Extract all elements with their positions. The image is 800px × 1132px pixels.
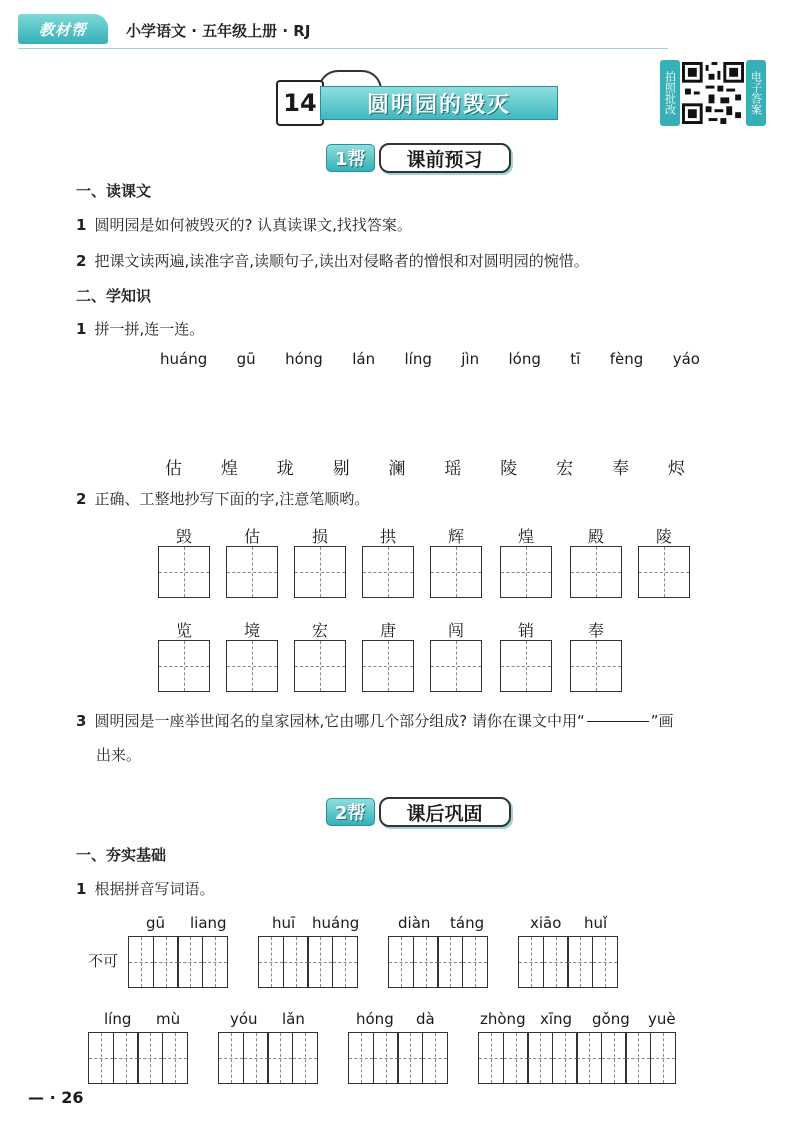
copy-char: 销 xyxy=(517,621,534,640)
word-grid[interactable] xyxy=(258,936,358,988)
pinyin-item[interactable]: gū xyxy=(236,350,256,368)
copy-char: 估 xyxy=(243,527,260,546)
word-pinyin: xīng xyxy=(540,1010,573,1028)
hanzi-item[interactable]: 煌 xyxy=(220,459,238,479)
pinyin-item[interactable]: fèng xyxy=(609,350,644,368)
lesson-number: 14 xyxy=(276,80,324,126)
hanzi-item[interactable]: 剔 xyxy=(332,459,350,479)
writing-cell-half[interactable] xyxy=(625,1032,651,1084)
writing-cell[interactable] xyxy=(226,640,278,692)
question-number: 1 xyxy=(76,880,87,898)
copy-char: 宏 xyxy=(311,621,328,640)
section-badge-label: 课前预习 xyxy=(379,143,511,173)
answer-blank[interactable] xyxy=(587,721,649,722)
word-pinyin: huáng xyxy=(312,914,360,932)
word-pinyin: dà xyxy=(416,1010,435,1028)
pinyin-item[interactable]: yáo xyxy=(672,350,700,368)
writing-cell[interactable] xyxy=(430,546,482,598)
writing-cell-half[interactable] xyxy=(437,936,463,988)
question-5-continued: 出来。 xyxy=(96,746,142,764)
writing-cell-half[interactable] xyxy=(576,1032,602,1084)
writing-cell-half[interactable] xyxy=(218,1032,244,1084)
writing-cell-half[interactable] xyxy=(503,1032,529,1084)
word-grid[interactable] xyxy=(128,936,228,988)
writing-cell[interactable] xyxy=(500,546,552,598)
copy-char: 辉 xyxy=(447,527,464,546)
writing-cell-half[interactable] xyxy=(113,1032,139,1084)
writing-cell-half[interactable] xyxy=(567,936,593,988)
writing-cell-half[interactable] xyxy=(592,936,618,988)
writing-cell-half[interactable] xyxy=(348,1032,374,1084)
writing-cell-half[interactable] xyxy=(527,1032,553,1084)
writing-cell[interactable] xyxy=(430,640,482,692)
writing-cell-half[interactable] xyxy=(267,1032,293,1084)
writing-cell-half[interactable] xyxy=(413,936,439,988)
question-text: 正确、工整地抄写下面的字,注意笔顺哟。 xyxy=(94,490,370,508)
word-grid[interactable] xyxy=(348,1032,448,1084)
copy-char: 唐 xyxy=(379,621,396,640)
page-number: — · 26 xyxy=(28,1088,84,1107)
copy-char: 拱 xyxy=(379,527,396,546)
word-pinyin: yuè xyxy=(648,1010,676,1028)
question-number: 2 xyxy=(76,252,87,270)
word-pinyin: gū xyxy=(146,914,166,932)
copy-char: 陵 xyxy=(655,527,672,546)
writing-cell[interactable] xyxy=(294,546,346,598)
writing-cell[interactable] xyxy=(226,546,278,598)
question-number: 1 xyxy=(76,320,87,338)
question-text: 拼一拼,连一连。 xyxy=(94,320,205,338)
section-heading: 一、读课文 xyxy=(76,182,152,200)
qr-code-icon[interactable] xyxy=(682,62,744,124)
copy-char: 闯 xyxy=(447,621,464,640)
writing-cell[interactable] xyxy=(570,546,622,598)
question-number: 3 xyxy=(76,712,87,730)
word-pinyin: huī xyxy=(272,914,296,932)
writing-cell-half[interactable] xyxy=(283,936,309,988)
writing-cell-half[interactable] xyxy=(153,936,179,988)
word-pinyin: hóng xyxy=(356,1010,394,1028)
writing-cell-half[interactable] xyxy=(128,936,154,988)
question-number: 2 xyxy=(76,490,87,508)
question-3 xyxy=(76,318,204,339)
word-pinyin: diàn xyxy=(398,914,431,932)
writing-cell-half[interactable] xyxy=(258,936,284,988)
qr-block[interactable] xyxy=(660,60,763,126)
word-prefix: 不可 xyxy=(88,952,119,970)
question-6 xyxy=(76,878,214,899)
question-4 xyxy=(76,488,369,509)
writing-cell-half[interactable] xyxy=(177,936,203,988)
word-grid[interactable] xyxy=(88,1032,188,1084)
writing-cell-half[interactable] xyxy=(307,936,333,988)
section-heading: 一、夯实基础 xyxy=(76,846,167,864)
question-1 xyxy=(76,214,412,235)
word-pinyin: liang xyxy=(190,914,227,932)
section-badge-label: 课后巩固 xyxy=(379,797,511,827)
pinyin-item[interactable]: líng xyxy=(404,350,432,368)
word-pinyin: huǐ xyxy=(584,914,608,932)
pinyin-item[interactable]: tī xyxy=(570,350,581,368)
qr-right-label: 电子答案 xyxy=(746,60,766,126)
word-pinyin: zhòng xyxy=(480,1010,526,1028)
writing-cell-half[interactable] xyxy=(422,1032,448,1084)
pinyin-row xyxy=(160,350,700,374)
writing-cell-half[interactable] xyxy=(373,1032,399,1084)
writing-cell[interactable] xyxy=(570,640,622,692)
writing-cell[interactable] xyxy=(158,546,210,598)
question-number: 1 xyxy=(76,216,87,234)
word-pinyin: gǒng xyxy=(592,1010,630,1028)
section-badge-2 xyxy=(326,796,511,828)
writing-cell-half[interactable] xyxy=(462,936,488,988)
hanzi-item[interactable]: 宏 xyxy=(556,459,574,479)
hanzi-item[interactable]: 陵 xyxy=(500,459,518,479)
word-pinyin: xiāo xyxy=(530,914,562,932)
word-pinyin: lǎn xyxy=(282,1010,305,1028)
pinyin-item[interactable]: hóng xyxy=(285,350,323,368)
header-divider xyxy=(18,48,668,49)
pinyin-item[interactable]: jìn xyxy=(461,350,480,368)
word-grid[interactable] xyxy=(478,1032,676,1084)
copy-char: 损 xyxy=(311,527,328,546)
writing-cell[interactable] xyxy=(500,640,552,692)
hanzi-item[interactable]: 瑶 xyxy=(444,459,462,479)
writing-cell-half[interactable] xyxy=(332,936,358,988)
question-5 xyxy=(76,710,766,731)
word-grid[interactable] xyxy=(218,1032,318,1084)
hanzi-row xyxy=(165,454,685,478)
pinyin-item[interactable]: lán xyxy=(352,350,376,368)
question-text: 把课文读两遍,读准字音,读顺句子,读出对侵略者的憎恨和对圆明园的惋惜。 xyxy=(94,252,589,270)
copy-char: 奉 xyxy=(587,621,604,640)
writing-cell-half[interactable] xyxy=(397,1032,423,1084)
question-2 xyxy=(76,250,589,271)
writing-cell-half[interactable] xyxy=(518,936,544,988)
copy-char: 境 xyxy=(243,621,260,640)
pinyin-item[interactable]: lóng xyxy=(508,350,541,368)
writing-cell-half[interactable] xyxy=(243,1032,269,1084)
copy-char: 毁 xyxy=(175,527,192,546)
writing-cell-half[interactable] xyxy=(601,1032,627,1084)
question-text: 圆明园是一座举世闻名的皇家园林,它由哪几个部分组成? 请你在课文中用“ xyxy=(94,712,585,730)
writing-cell-half[interactable] xyxy=(552,1032,578,1084)
word-pinyin: yóu xyxy=(230,1010,258,1028)
copy-char: 览 xyxy=(175,621,192,640)
pinyin-item[interactable]: huáng xyxy=(160,350,208,368)
hanzi-item[interactable]: 估 xyxy=(165,459,182,479)
writing-cell[interactable] xyxy=(638,546,690,598)
writing-cell[interactable] xyxy=(362,546,414,598)
question-text: 根据拼音写词语。 xyxy=(94,880,215,898)
section-badge-1 xyxy=(326,142,511,174)
brand-badge: 教材帮 xyxy=(18,14,108,44)
section-badge-number: 1帮 xyxy=(326,144,375,172)
writing-cell-half[interactable] xyxy=(388,936,414,988)
word-pinyin: táng xyxy=(450,914,485,932)
writing-cell-half[interactable] xyxy=(650,1032,676,1084)
writing-cell-half[interactable] xyxy=(478,1032,504,1084)
writing-cell[interactable] xyxy=(362,640,414,692)
word-pinyin: líng xyxy=(104,1010,132,1028)
hanzi-item[interactable]: 澜 xyxy=(388,459,406,479)
word-grid[interactable] xyxy=(388,936,488,988)
writing-cell-half[interactable] xyxy=(292,1032,318,1084)
writing-cell[interactable] xyxy=(294,640,346,692)
copy-char: 殿 xyxy=(587,527,604,546)
writing-cell-half[interactable] xyxy=(137,1032,163,1084)
book-title: 小学语文 · 五年级上册 · RJ xyxy=(126,22,311,40)
qr-left-label: 拍照批改 xyxy=(660,60,680,126)
section-heading: 二、学知识 xyxy=(76,287,152,305)
hanzi-item[interactable]: 烬 xyxy=(667,459,685,479)
copy-char: 煌 xyxy=(517,527,534,546)
writing-cell[interactable] xyxy=(158,640,210,692)
writing-cell-half[interactable] xyxy=(88,1032,114,1084)
question-text-tail: ”画 xyxy=(650,712,674,730)
writing-cell-half[interactable] xyxy=(162,1032,188,1084)
hanzi-item[interactable]: 珑 xyxy=(276,459,294,479)
section-badge-number: 2帮 xyxy=(326,798,375,826)
lesson-title: 圆明园的毁灭 xyxy=(320,86,558,120)
word-pinyin: mù xyxy=(156,1010,181,1028)
word-grid[interactable] xyxy=(518,936,618,988)
writing-cell-half[interactable] xyxy=(543,936,569,988)
writing-cell-half[interactable] xyxy=(202,936,228,988)
hanzi-item[interactable]: 奉 xyxy=(612,459,629,479)
question-text: 圆明园是如何被毁灭的? 认真读课文,找找答案。 xyxy=(94,216,412,234)
